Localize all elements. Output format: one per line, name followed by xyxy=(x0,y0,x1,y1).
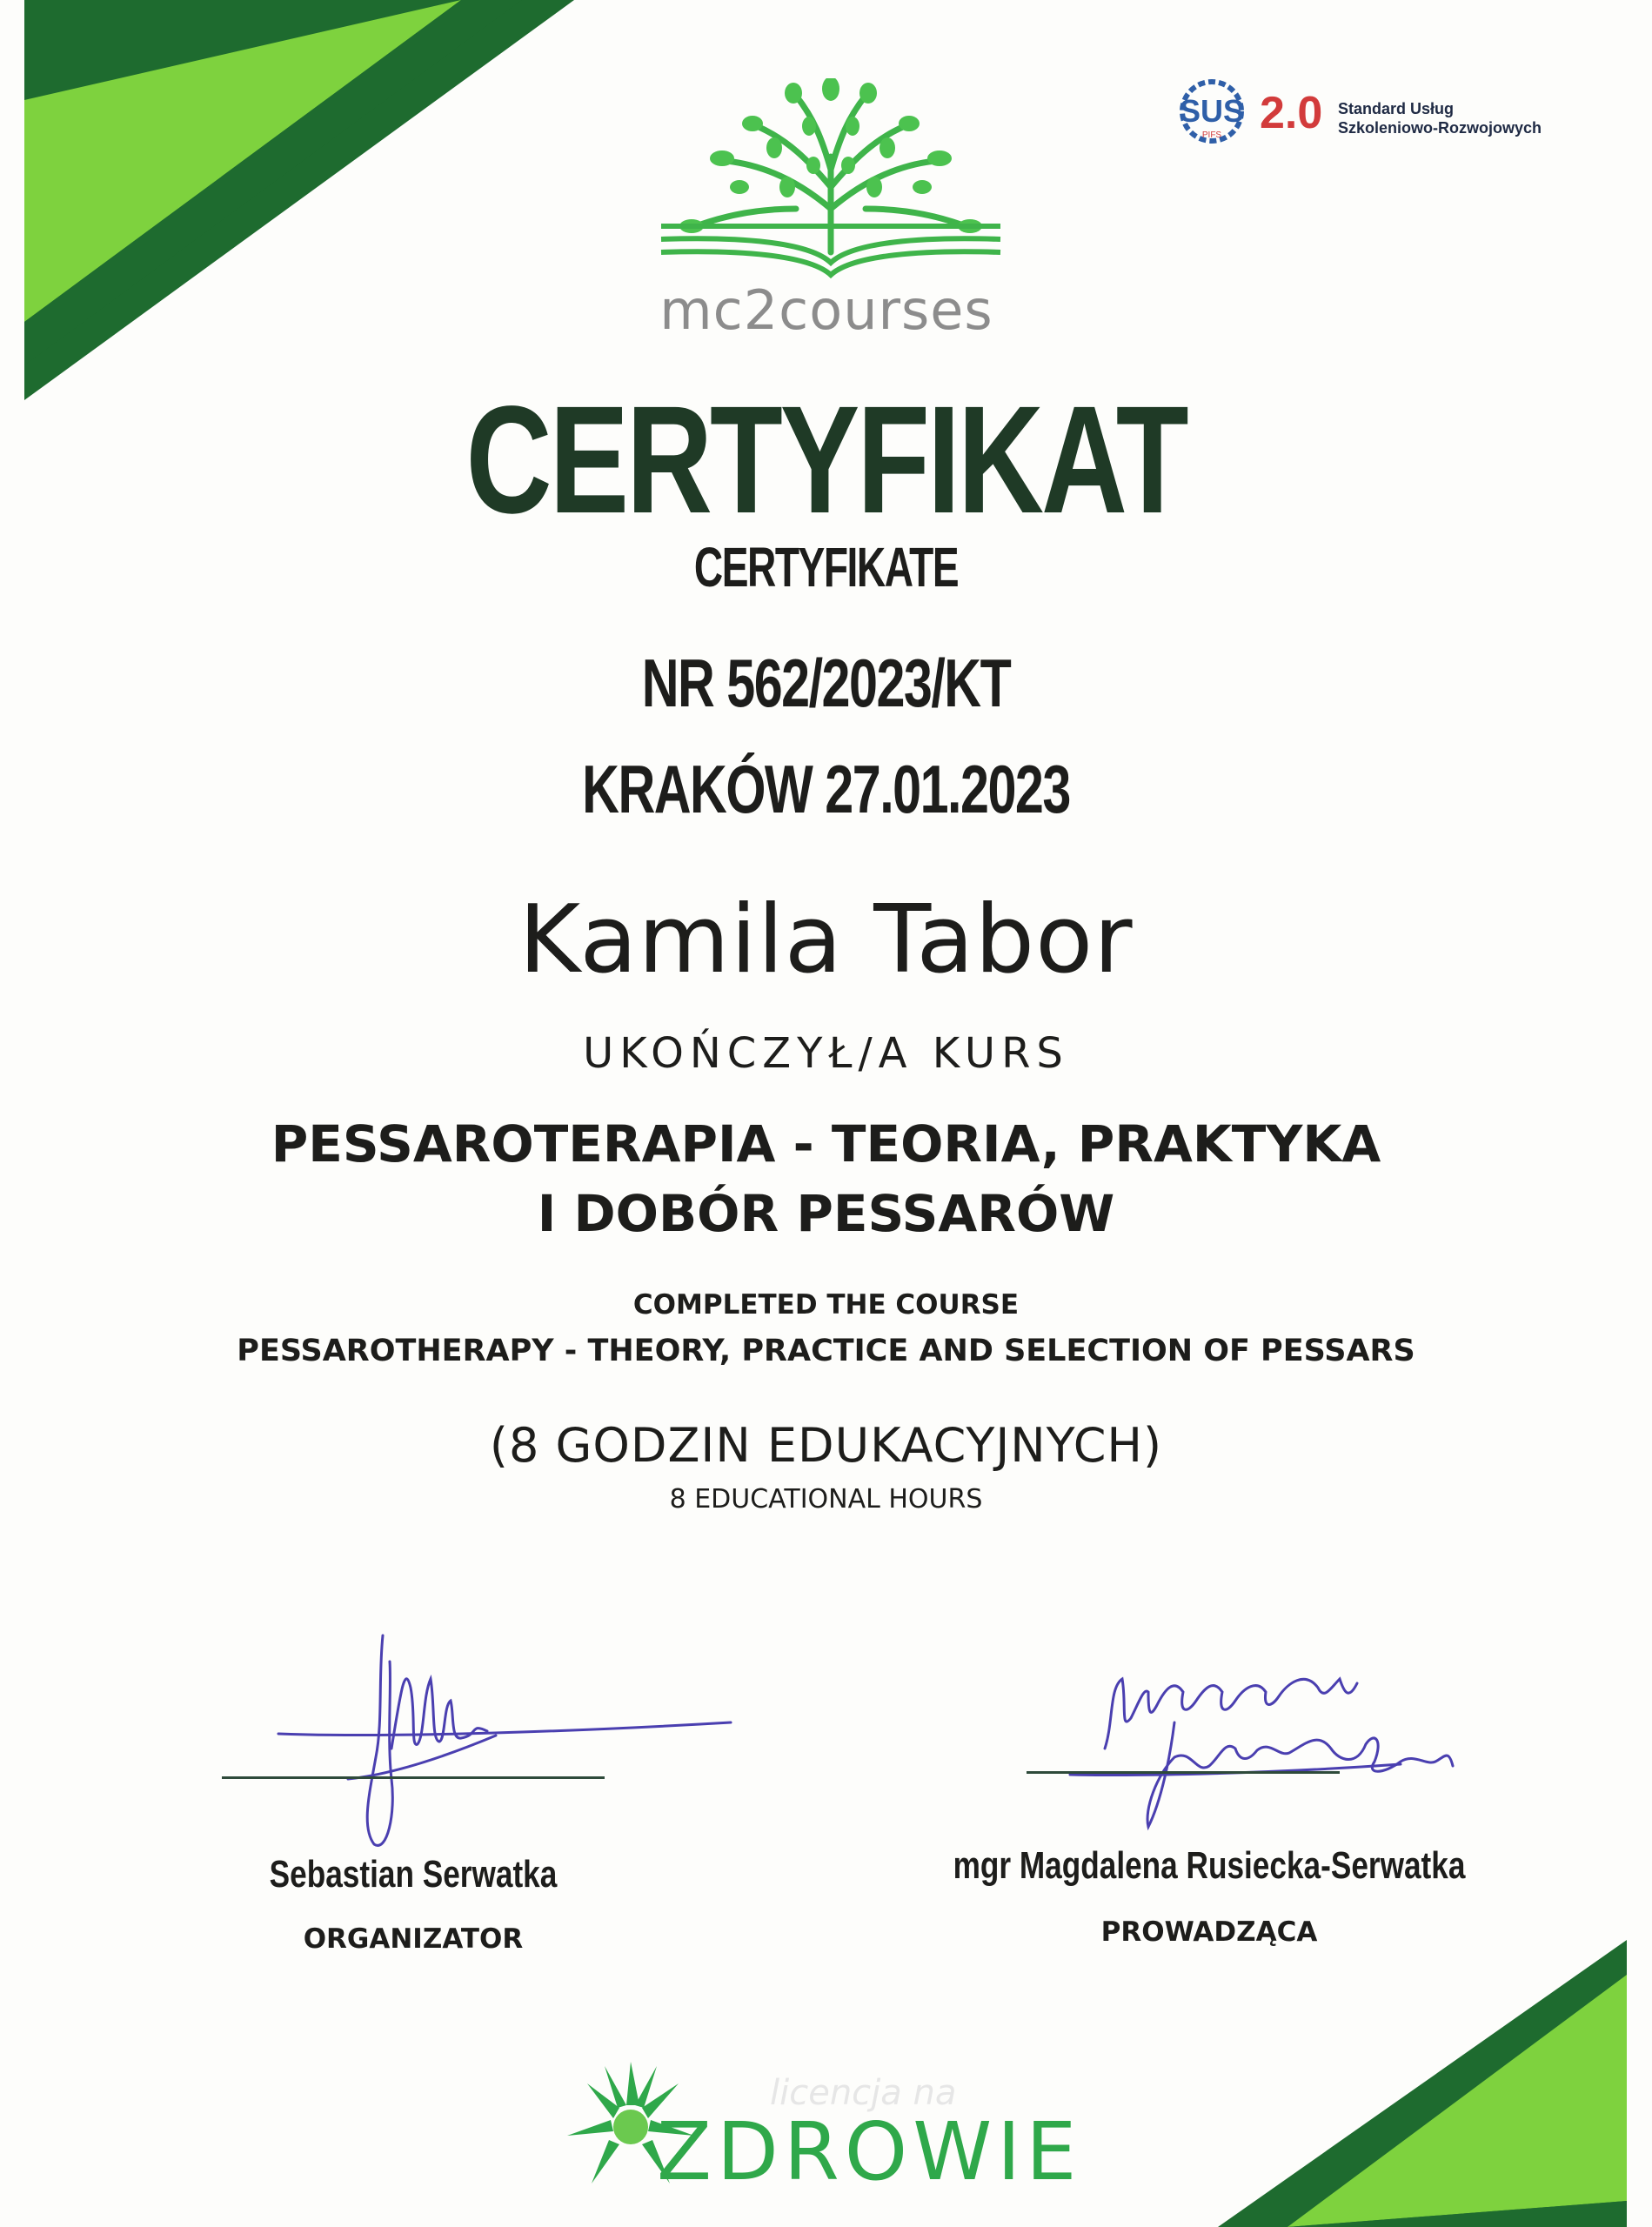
signer-right-role: PROWADZĄCA xyxy=(1100,1916,1318,1948)
certificate-number: NR 562/2023/KT xyxy=(641,645,1011,721)
sus-standard-text xyxy=(1338,99,1542,137)
signature-right-icon xyxy=(1018,1653,1496,1853)
sus-badge-text: SUS xyxy=(1179,93,1245,129)
hours-pl: (8 GODZIN EDUKACYJNYCH) xyxy=(489,1418,1163,1473)
sus-badge-icon xyxy=(1170,77,1257,146)
signer-right-name: mgr Magdalena Rusiecka-Serwatka xyxy=(953,1844,1466,1887)
signature-left-icon xyxy=(217,1627,739,1862)
sus-line-1: Standard Usług xyxy=(1338,100,1455,117)
signer-left-name: Sebastian Serwatka xyxy=(269,1853,558,1896)
certificate-title: CERTYFIKAT xyxy=(465,375,1187,545)
zdrowie-script-text: licencja na xyxy=(770,2073,957,2113)
course-title-pl-line-2: I DOBÓR PESSARÓW xyxy=(537,1184,1115,1243)
hours-en: 8 EDUCATIONAL HOURS xyxy=(669,1484,983,1515)
signature-line-right xyxy=(1027,1771,1340,1774)
recipient-name: Kamila Tabor xyxy=(518,886,1134,994)
course-title-pl xyxy=(0,1109,1652,1248)
zdrowie-wordmark: ZDROWIE xyxy=(657,2105,1082,2198)
completed-label-pl: UKOŃCZYŁ/A KURS xyxy=(583,1029,1069,1078)
bottom-right-decoration xyxy=(1218,1940,1652,2227)
sus-line-2: Szkoleniowo-Rozwojowych xyxy=(1338,119,1542,137)
completed-label-en: COMPLETED THE COURSE xyxy=(632,1289,1020,1321)
certificate-subtitle: CERTYFIKATE xyxy=(693,536,959,599)
signature-line-left xyxy=(222,1776,605,1779)
sus-badge-small: PIFS xyxy=(1201,130,1222,140)
course-title-pl-line-1: PESSAROTERAPIA - TEORIA, PRAKTYKA xyxy=(271,1114,1381,1174)
sus-version: 2.0 xyxy=(1260,88,1323,138)
signer-left-role: ORGANIZATOR xyxy=(303,1923,524,1955)
course-title-en: PESSAROTHERAPY - THEORY, PRACTICE AND SELECTION OF PESSARS xyxy=(237,1334,1415,1368)
place-date: KRAKÓW 27.01.2023 xyxy=(582,751,1070,827)
mc2courses-wordmark: mc2courses xyxy=(659,278,993,342)
mc2courses-tree-logo-icon xyxy=(644,78,1018,283)
top-left-decoration xyxy=(0,0,574,409)
